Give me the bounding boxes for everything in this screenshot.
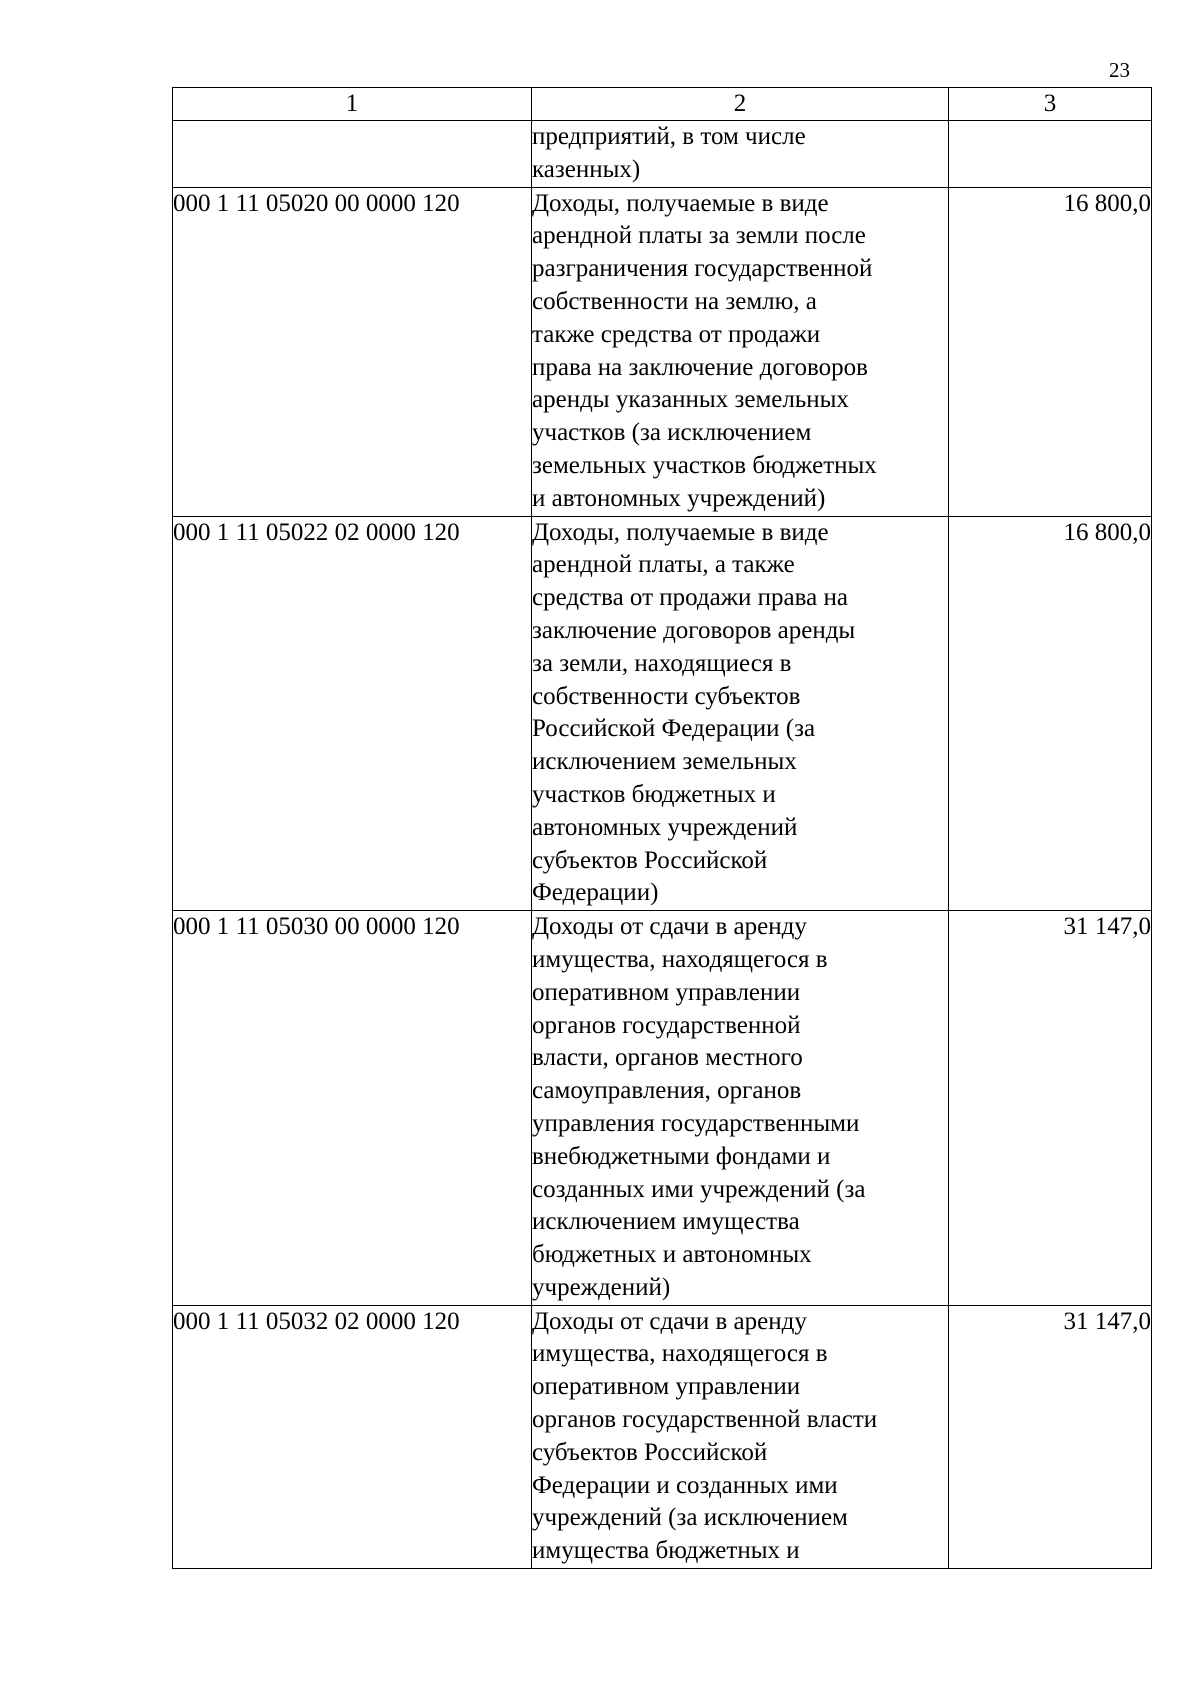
revenue-name-line: заключение договоров аренды <box>532 616 856 644</box>
table-body <box>173 121 1152 1569</box>
revenue-name-line: участков бюджетных и <box>532 780 776 808</box>
revenue-name-line: власти, органов местного <box>532 1044 803 1072</box>
amount-cell: 16 800,0 <box>949 187 1152 516</box>
budget-code-cell: 000 1 11 05020 00 0000 120 <box>173 187 532 516</box>
revenue-name-line: аренды указанных земельных <box>532 386 849 414</box>
header-col-1: 1 <box>173 88 532 121</box>
page-number: 23 <box>1109 58 1130 82</box>
amount-cell: 31 147,0 <box>949 1305 1152 1568</box>
table-row <box>173 911 1152 1306</box>
amount-cell <box>949 121 1152 188</box>
budget-code-cell <box>173 121 532 188</box>
revenue-name-cell <box>532 911 949 1306</box>
revenue-name-line: имущества, находящегося в <box>532 1340 828 1368</box>
revenue-name-line: права на заключение договоров <box>532 353 868 381</box>
table-row <box>173 516 1152 911</box>
revenue-name-line: и автономных учреждений) <box>532 484 826 512</box>
revenue-name-line: исключением земельных <box>532 748 797 776</box>
revenue-name-line: собственности на землю, а <box>532 287 817 315</box>
revenue-name-line: исключением имущества <box>532 1208 800 1236</box>
table-row <box>173 1305 1152 1568</box>
revenue-name-line: участков (за исключением <box>532 419 812 447</box>
revenue-name-line: казенных) <box>532 155 641 183</box>
revenue-name-cell <box>532 187 949 516</box>
budget-code-cell: 000 1 11 05022 02 0000 120 <box>173 516 532 911</box>
revenue-name-line: Федерации) <box>532 879 659 907</box>
revenue-name-line: собственности субъектов <box>532 682 801 710</box>
revenue-name-line: автономных учреждений <box>532 813 798 841</box>
revenue-name-line: арендной платы, а также <box>532 551 795 579</box>
revenue-name-line: арендной платы за земли после <box>532 222 866 250</box>
revenue-name-line: внебюджетными фондами и <box>532 1142 831 1170</box>
revenue-name-line: органов государственной власти <box>532 1406 878 1434</box>
revenue-name-line: земельных участков бюджетных <box>532 451 877 479</box>
revenue-name-line: учреждений (за исключением <box>532 1504 848 1532</box>
revenue-name-line: управления государственными <box>532 1109 860 1137</box>
table-row <box>173 187 1152 516</box>
header-col-2: 2 <box>532 88 949 121</box>
revenue-name-line: субъектов Российской <box>532 1438 768 1466</box>
revenue-name-line: самоуправления, органов <box>532 1077 802 1105</box>
revenue-name-cell <box>532 1305 949 1568</box>
revenue-name-line: Доходы, получаемые в виде <box>532 518 829 546</box>
revenue-name-line: Доходы, получаемые в виде <box>532 189 829 217</box>
revenue-name-line: имущества, находящегося в <box>532 945 828 973</box>
amount-cell: 31 147,0 <box>949 911 1152 1306</box>
revenue-name-line: учреждений) <box>532 1273 671 1301</box>
revenue-name-line: имущества бюджетных и <box>532 1537 800 1565</box>
revenue-name-line: средства от продажи права на <box>532 584 848 612</box>
revenue-name-line: Доходы от сдачи в аренду <box>532 913 807 941</box>
revenue-name-line: созданных ими учреждений (за <box>532 1175 866 1203</box>
revenue-name-line: оперативном управлении <box>532 978 801 1006</box>
table-row <box>173 121 1152 188</box>
revenue-name-line: органов государственной <box>532 1011 801 1039</box>
revenue-name-line: Российской Федерации (за <box>532 715 816 743</box>
revenue-name-line: предприятий, в том числе <box>532 123 806 150</box>
revenue-name-line: бюджетных и автономных <box>532 1241 812 1269</box>
budget-code-cell: 000 1 11 05030 00 0000 120 <box>173 911 532 1306</box>
table-header-row <box>173 88 1152 121</box>
revenue-name-cell <box>532 121 949 188</box>
budget-code-cell: 000 1 11 05032 02 0000 120 <box>173 1305 532 1568</box>
header-col-3: 3 <box>949 88 1152 121</box>
amount-cell: 16 800,0 <box>949 516 1152 911</box>
revenue-name-line: также средства от продажи <box>532 320 821 348</box>
revenue-table <box>172 87 1152 1569</box>
revenue-name-line: Федерации и созданных ими <box>532 1471 838 1499</box>
revenue-name-line: субъектов Российской <box>532 846 768 874</box>
revenue-name-cell <box>532 516 949 911</box>
revenue-name-line: Доходы от сдачи в аренду <box>532 1307 807 1335</box>
revenue-name-line: оперативном управлении <box>532 1373 801 1401</box>
revenue-name-line: разграничения государственной <box>532 255 873 283</box>
revenue-name-line: за земли, находящиеся в <box>532 649 792 677</box>
